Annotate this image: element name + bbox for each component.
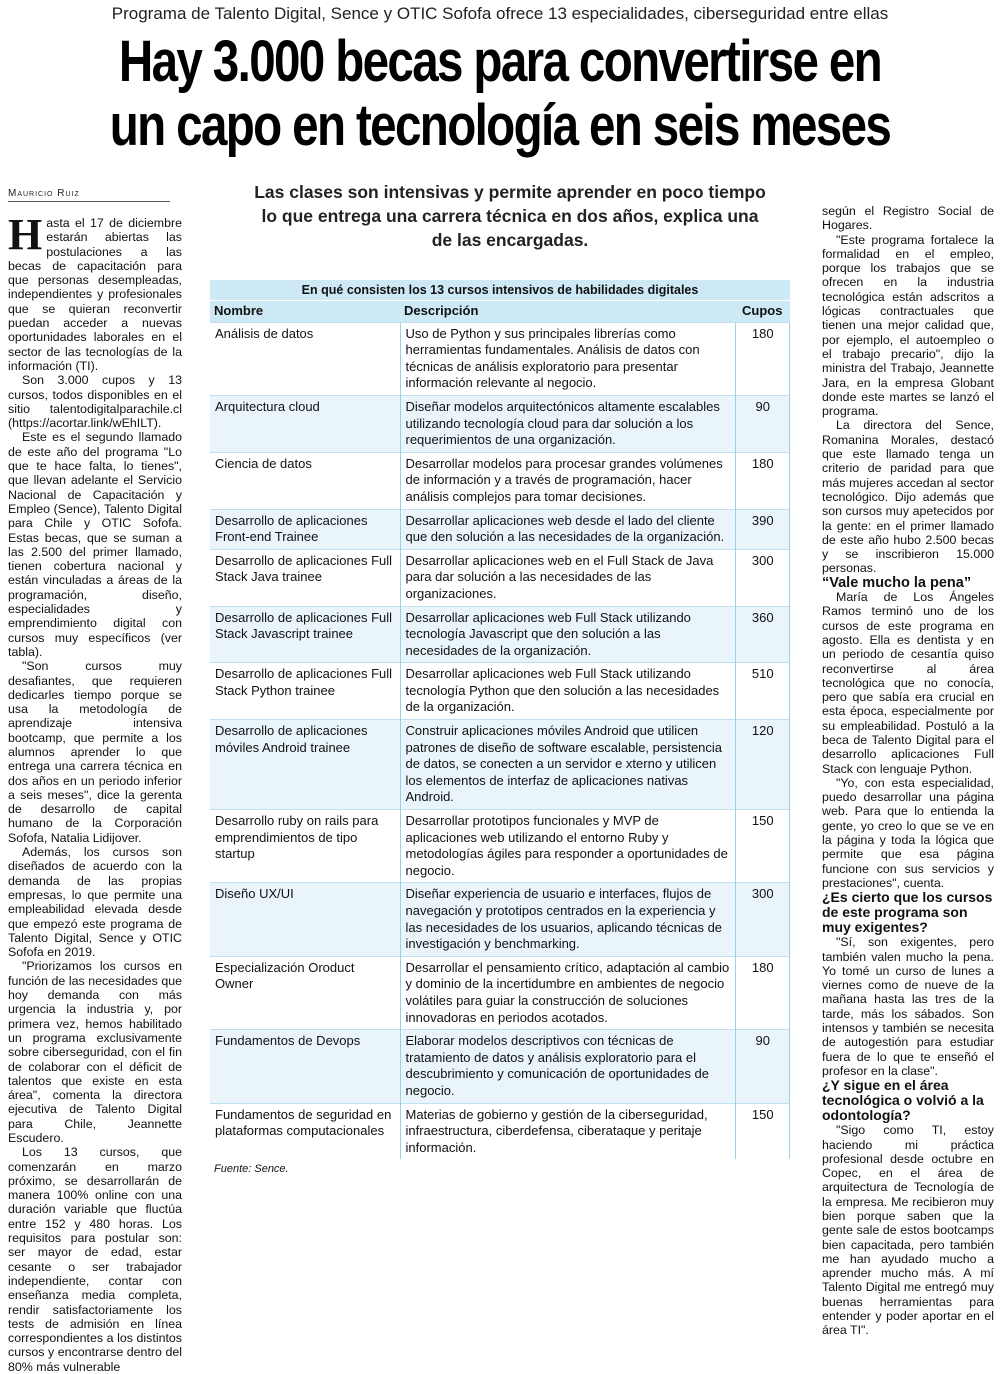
paragraph-text: asta el 17 de diciembre estarán abiertas las postulaciones a las becas de capacitación para que personas desempleadas, independientes y profesionales que se quieran reconvertir puedan acceder a nuevas oportunidades laborales en el sector de las tecnologías de la información (TI).: [8, 216, 182, 373]
dropcap: H: [8, 210, 43, 259]
column-header-name: Nombre: [210, 301, 400, 322]
subhead: Las clases son intensivas y permite aprender en poco tiempo lo que entrega una carrera técnica en dos años, explica una de las encargadas.: [254, 182, 766, 250]
course-cupos-cell: 180: [735, 956, 790, 1029]
course-description-cell: Desarrollar prototipos funcionales y MVP de aplicaciones web utilizando el entorno Ruby y metodologías ágiles para responder a oportunidades de negocio.: [400, 810, 735, 883]
table-row: [210, 810, 790, 883]
course-name-cell: Fundamentos de Devops: [210, 1030, 400, 1103]
table-header-row: [210, 301, 790, 322]
paragraph: Los 13 cursos, que comenzarán en marzo próximo, se desarrollarán de manera 100% online con una duración variable que fluctúa entre 152 y 480 horas. Los requisitos para postular son: ser mayor de edad, estar cesante o ser trabajador independiente, contar con enseñanza media completa, rendir satisfactoriamente los tests de admisión en línea correspondientes a los distintos cursos y encontrarse dentro del 80% más vulnerable: [8, 1145, 182, 1374]
course-description-cell: Diseñar experiencia de usuario e interfaces, flujos de navegación y prototipos centrados en la experiencia y las necesidades de los usuarios, aplicando técnicas de investigación y benchmarking.: [400, 883, 735, 956]
right-column: [822, 204, 994, 1338]
interview-question: ¿Es cierto que los cursos de este programa son muy exigentes?: [822, 889, 993, 936]
course-cupos-cell: 180: [735, 452, 790, 509]
paragraph: "Son cursos muy desafiantes, que requieren dedicarles tiempo porque se usa la metodología de aprendizaje intensiva bootcamp, que permite a los alumnos aprender lo que entrega una carrera técnica en dos años en un periodo inferior a seis meses", dice la gerenta de desarrollo de capital humano de la Corporación Sofofa, Natalia Lidijover.: [8, 659, 182, 845]
paragraph: "Priorizamos los cursos en función de las necesidades que hoy demanda con más urgencia la industria y, por primera vez, hemos habilitado un programa exclusivamente sobre ciberseguridad, con el fin de colaborar con el déficit de talentos que existe en esta área", comenta la directora ejecutiva de Talento Digital para Chile, Jeannette Escudero.: [8, 959, 182, 1145]
course-name-cell: Desarrollo de aplicaciones Full Stack Javascript trainee: [210, 606, 400, 663]
table-row: [210, 509, 790, 549]
course-description-cell: Materias de gobierno y gestión de la ciberseguridad, infraestructura, ciberdefensa, ciberataque y peritaje información.: [400, 1103, 735, 1159]
paragraph: Además, los cursos son diseñados de acuerdo con la demanda de las propias empresas, lo que permite una empleabilidad elevada desde que empezó este programa de Talento Digital, Sence y OTIC Sofofa en 2019.: [8, 845, 182, 960]
course-cupos-cell: 120: [735, 720, 790, 810]
paragraph: La directora del Sence, Romanina Morales, destacó que este llamado tenga un criterio de paridad para que más mujeres accedan al sector tecnológico. Dijo además que son cursos muy apetecidos por la gente: en el primer llamado de este año hubo 2.500 becas y se inscribieron 15.000 personas.: [822, 418, 994, 576]
table-title: En qué consisten los 13 cursos intensivos de habilidades digitales: [210, 280, 790, 301]
section-title: “Vale mucho la pena”: [822, 574, 972, 591]
course-cupos-cell: 90: [735, 395, 790, 452]
course-description-cell: Desarrollar aplicaciones web en el Full Stack de Java para dar solución a las necesidades de las organizaciones.: [400, 549, 735, 606]
headline: [90, 30, 910, 158]
course-description-cell: Desarrollar modelos para procesar grandes volúmenes de información y a través de programación, hacer análisis complejos para tomar decisiones.: [400, 452, 735, 509]
course-name-cell: Desarrollo de aplicaciones Front-end Trainee: [210, 509, 400, 549]
column-header-description: Descripción: [400, 301, 735, 322]
course-cupos-cell: 180: [735, 322, 790, 395]
course-description-cell: Desarrollar el pensamiento crítico, adaptación al cambio y dominio de la incertidumbre en ambientes de negocio volátiles para guiar la construcción de soluciones innovadoras en periodos acotados.: [400, 956, 735, 1029]
course-cupos-cell: 300: [735, 549, 790, 606]
course-name-cell: Desarrollo de aplicaciones móviles Android trainee: [210, 720, 400, 810]
course-description-cell: Elaborar modelos descriptivos con técnicas de tratamiento de datos y análisis exploratorio para el descubrimiento y comunicación de oportunidades de negocio.: [400, 1030, 735, 1103]
course-cupos-cell: 300: [735, 883, 790, 956]
course-cupos-cell: 150: [735, 1103, 790, 1159]
kicker: Programa de Talento Digital, Sence y OTIC Sofofa ofrece 13 especialidades, ciberseguridad entre ellas: [111, 4, 889, 23]
table-source: Fuente: Sence.: [214, 1163, 289, 1176]
table-row: [210, 606, 790, 663]
course-description-cell: Desarrollar aplicaciones web Full Stack utilizando tecnología Javascript que den solución a las necesidades de la organización.: [400, 606, 735, 663]
interview-question: ¿Y sigue en el área tecnológica o volvió a la odontología?: [822, 1077, 984, 1124]
course-name-cell: Desarrollo de aplicaciones Full Stack Python trainee: [210, 663, 400, 720]
course-description-cell: Desarrollar aplicaciones web Full Stack utilizando tecnología Python que den solución a las necesidades de la organización.: [400, 663, 735, 720]
course-cupos-cell: 90: [735, 1030, 790, 1103]
course-name-cell: Fundamentos de seguridad en plataformas computacionales: [210, 1103, 400, 1159]
paragraph: "Sigo como TI, estoy haciendo mi práctica profesional desde octubre en Copec, en el área de arquitectura de Tecnología de la empresa. Me recibieron muy bien porque saben que la gente sale de estos bootcamps bien capacitada, pero también me han ayudado mucho a aprender mucho más. A mí Talento Digital me entregó muy buenas herramientas para entender y poder aportar en el área TI".: [822, 1123, 994, 1338]
byline: Mauricio Ruiz: [8, 188, 170, 202]
paragraph: según el Registro Social de Hogares.: [822, 204, 994, 233]
paragraph: "Este programa fortalece la formalidad en el empleo, porque los trabajos que se ofrecen en la industria tecnológica están adscritos a lógicas contractuales que tienen una mejor calidad que, por ejemplo, el autoempleo o el trabajo precario", dijo la ministra del Trabajo, Jeannette Jara, en la empresa Globant donde este martes se lanzó el programa.: [822, 232, 994, 419]
paragraph: Son 3.000 cupos y 13 cursos, todos disponibles en el sitio talentodigitalparachile.cl (https://acortar.link/wEhILT).: [8, 373, 182, 431]
course-description-cell: Desarrollar aplicaciones web desde el lado del cliente que den solución a las necesidades de la organización.: [400, 509, 735, 549]
courses-table-box: [210, 280, 790, 1175]
course-name-cell: Ciencia de datos: [210, 452, 400, 509]
paragraph: Este es el segundo llamado de este año del programa "Lo que te hace falta, lo tienes", que llevan adelante el Servicio Nacional de Capacitación y Empleo (Sence), Talento Digital para Chile y OTIC Sofofa. Estas becas, que se suman a las 2.500 del primer llamado, tienen cobertura nacional y están vinculadas a áreas de la programación, diseño, especialidades y emprendimiento digital con cursos muy específicos (ver tabla).: [8, 430, 182, 659]
table-row: [210, 956, 790, 1029]
table-row: [210, 322, 790, 395]
paragraph: [8, 210, 182, 373]
course-description-cell: Diseñar modelos arquitectónicos altamente escalables utilizando tecnología cloud para dar solución a los requerimientos de una organización.: [400, 395, 735, 452]
course-name-cell: Especialización Oroduct Owner: [210, 956, 400, 1029]
table-row: [210, 1030, 790, 1103]
table-row: [210, 663, 790, 720]
table-row: [210, 395, 790, 452]
table-row: [210, 883, 790, 956]
course-cupos-cell: 510: [735, 663, 790, 720]
paragraph: "Yo, con esta especialidad, puedo desarrollar una página web. Para que lo entienda la gente, yo creo lo que se ve en la página y toda la lógica que permite que esa página funcione con sus servicios y prestaciones", cuenta.: [822, 775, 994, 890]
course-description-cell: Construir aplicaciones móviles Android que utilicen patrones de diseño de software escalable, persistencia de datos, se conecten a un servidor e xterno y utilicen los elementos de interfaz de aplicaciones nativas Android.: [400, 720, 735, 810]
course-name-cell: Análisis de datos: [210, 322, 400, 395]
table-row: [210, 720, 790, 810]
left-column: [8, 210, 182, 1374]
course-description-cell: Uso de Python y sus principales librerías como herramientas fundamentales. Análisis de datos con técnicas de análisis exploratorio para presentar información relevante al negocio.: [400, 322, 735, 395]
column-header-cupos: Cupos: [735, 301, 790, 322]
table-row: [210, 452, 790, 509]
headline-line-2: un capo en tecnología en seis meses: [109, 93, 891, 158]
course-name-cell: Arquitectura cloud: [210, 395, 400, 452]
course-name-cell: Desarrollo de aplicaciones Full Stack Java trainee: [210, 549, 400, 606]
course-cupos-cell: 390: [735, 509, 790, 549]
course-name-cell: Desarrollo ruby on rails para emprendimientos de tipo startup: [210, 810, 400, 883]
course-name-cell: Diseño UX/UI: [210, 883, 400, 956]
paragraph: "Sí, son exigentes, pero también valen mucho la pena. Yo tomé un curso de lunes a viernes como de nueve de la mañana hasta las tres de la tarde, más los sábados. Son intensos y también se necesita de autogestión para estudiar fuera de lo que te enseñó el profesor en la clase".: [822, 935, 994, 1078]
paragraph: María de Los Ángeles Ramos terminó uno de los cursos de este programa en agosto. Ella es dentista y en un periodo de cesantía quiso reconvertirse al área tecnológica que no conocía, pero que sabía era crucial en esta época, especialmente por su empleabilidad. Postuló a la beca de Talento Digital para el desarrollo aplicaciones Full Stack con lenguaje Python.: [822, 590, 994, 776]
headline-line-1: Hay 3.000 becas para convertirse en: [118, 29, 882, 94]
course-cupos-cell: 360: [735, 606, 790, 663]
table-row: [210, 1103, 790, 1159]
table-row: [210, 549, 790, 606]
course-cupos-cell: 150: [735, 810, 790, 883]
courses-table: [210, 301, 790, 1159]
